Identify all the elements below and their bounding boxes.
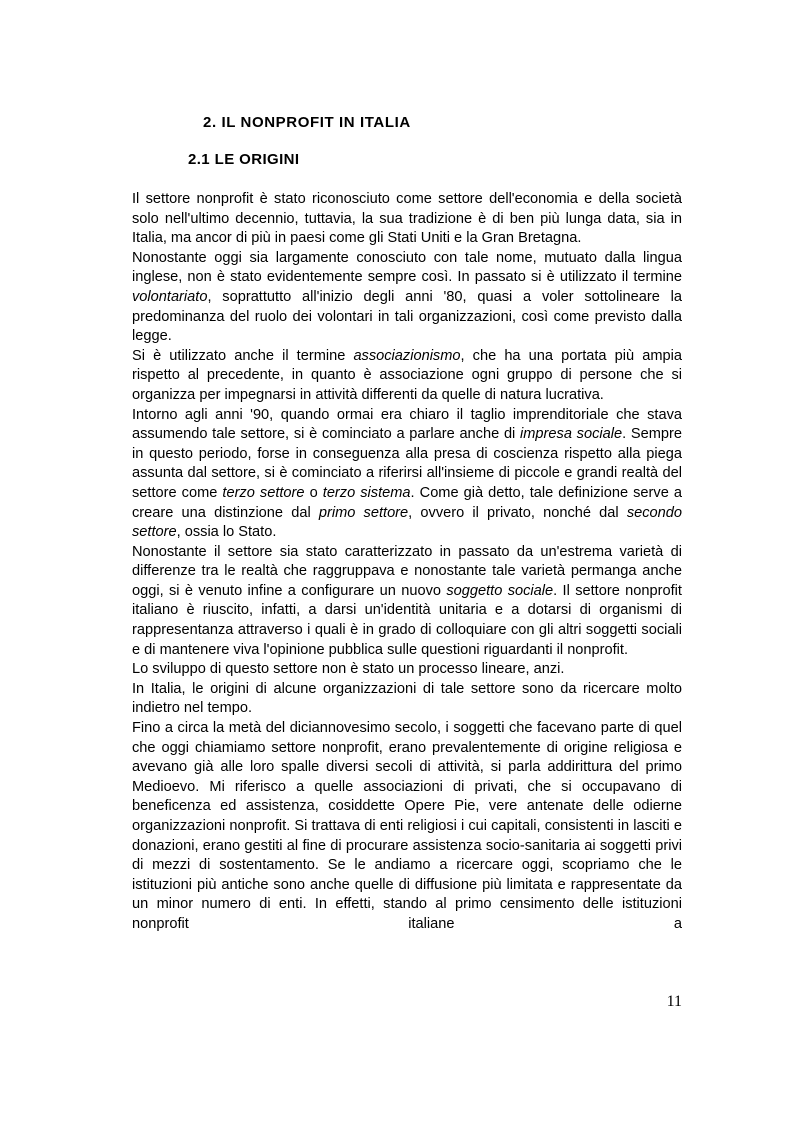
paragraph [132, 347, 682, 406]
paragraph [132, 680, 682, 719]
paragraph [132, 406, 682, 543]
body-text [132, 190, 682, 935]
text-run: Fino a circa la metà del diciannovesimo secolo, i soggetti che facevano parte di quel che oggi chiamiamo settore nonprofit, erano prevalentemente di origine religiosa e avevano già alle loro spalle diversi secoli di attività, si parla addirittura del primo Medioevo. Mi riferisco a quelle associazioni di privati, che si occupavano di beneficenza ed assistenza, cosiddette Opere Pie, vere antenate delle odierne organizzazioni nonprofit. Si trattava di enti religiosi i cui capitali, consistenti in lasciti e donazioni, erano gestiti al fine di procurare assistenza socio-sanitaria ai soggetti privi di mezzi di sostentamento. Se le andiamo a ricercare oggi, scopriamo che le istituzioni più antiche sono anche quelle di diffusione più limitata e rappresentate da un minor numero di enti. In effetti, stando al primo censimento delle istituzioni nonprofit italiane a [132, 720, 682, 932]
text-run: , che ha una portata più ampia rispetto al precedente, in quanto è associazione ogni gruppo di persone che si organizza per impegnarsi in attività differenti da quelle di natura lucrativa. [132, 347, 682, 403]
text-run: o [304, 484, 323, 501]
chapter-heading [203, 114, 411, 131]
paragraph [132, 543, 682, 661]
paragraph [132, 660, 682, 680]
section-title: LE ORIGINI [214, 151, 300, 168]
italic-term: soggetto sociale [446, 582, 554, 599]
chapter-number: 2. [203, 114, 217, 131]
text-run: In Italia, le origini di alcune organizzazioni di tale settore sono da ricercare molto indietro nel tempo. [132, 680, 682, 717]
paragraph [132, 249, 682, 347]
italic-term: terzo settore [222, 484, 305, 501]
section-number: 2.1 [188, 151, 211, 168]
italic-term: secondo settore [132, 504, 682, 541]
text-run: . Il settore nonprofit italiano è riuscito, infatti, a darsi un'identità unitaria e a dotarsi di organismi di rappresentanza attraverso i quali è in grado di colloquiare con gli altri soggetti sociali e di mantenere viva l'opinione pubblica sulle questioni riguardanti il nonprofit. [132, 582, 682, 658]
italic-term: primo settore [318, 504, 409, 521]
italic-term: volontariato [132, 288, 208, 305]
paragraph [132, 190, 682, 249]
text-run: . Come già detto, tale definizione serve a creare una distinzione dal [132, 484, 682, 521]
italic-term: associazionismo [353, 347, 461, 364]
text-run: , soprattutto all'inizio degli anni '80, quasi a voler sottolineare la predominanza del ruolo dei volontari in tali organizzazioni, così come previsto dalla legge. [132, 288, 682, 345]
italic-term: impresa sociale [520, 426, 623, 443]
text-run: Nonostante il settore sia stato caratterizzato in passato da un'estrema varietà di differenze tra le realtà che raggruppava e nonostante tale varietà permanga anche oggi, si è venuto infine a configurare un nuovo [132, 543, 682, 599]
page-number: 11 [666, 993, 682, 1010]
chapter-title: IL NONPROFIT IN ITALIA [221, 114, 411, 131]
text-run: Il settore nonprofit è stato riconosciuto come settore dell'economia e della società solo nell'ultimo decennio, tuttavia, la sua tradizione è di ben più lunga data, sia in Italia, ma ancor di più in paesi come gli Stati Uniti e la Gran Bretagna. [132, 191, 682, 247]
text-run: , ossia lo Stato. [176, 524, 277, 541]
text-run: . Sempre in questo periodo, forse in conseguenza alla presa di coscienza rispetto alla piega assunta dal settore, si è cominciato a riferirsi all'insieme di piccole e grandi realtà del settore come [132, 426, 682, 501]
section-heading [188, 151, 299, 168]
text-run: Si è utilizzato anche il termine [132, 347, 354, 364]
text-run: Lo sviluppo di questo settore non è stato un processo lineare, anzi. [132, 661, 565, 678]
text-run: Nonostante oggi sia largamente conosciuto con tale nome, mutuato dalla lingua inglese, non è stato evidentemente sempre così. In passato si è utilizzato il termine [132, 249, 682, 286]
text-run: , ovvero il privato, nonché dal [408, 504, 627, 521]
italic-term: terzo sistema [322, 484, 411, 501]
paragraph [132, 719, 682, 935]
text-run: Intorno agli anni '90, quando ormai era chiaro il taglio imprenditoriale che stava assumendo tale settore, si è cominciato a parlare anche di [132, 406, 682, 443]
